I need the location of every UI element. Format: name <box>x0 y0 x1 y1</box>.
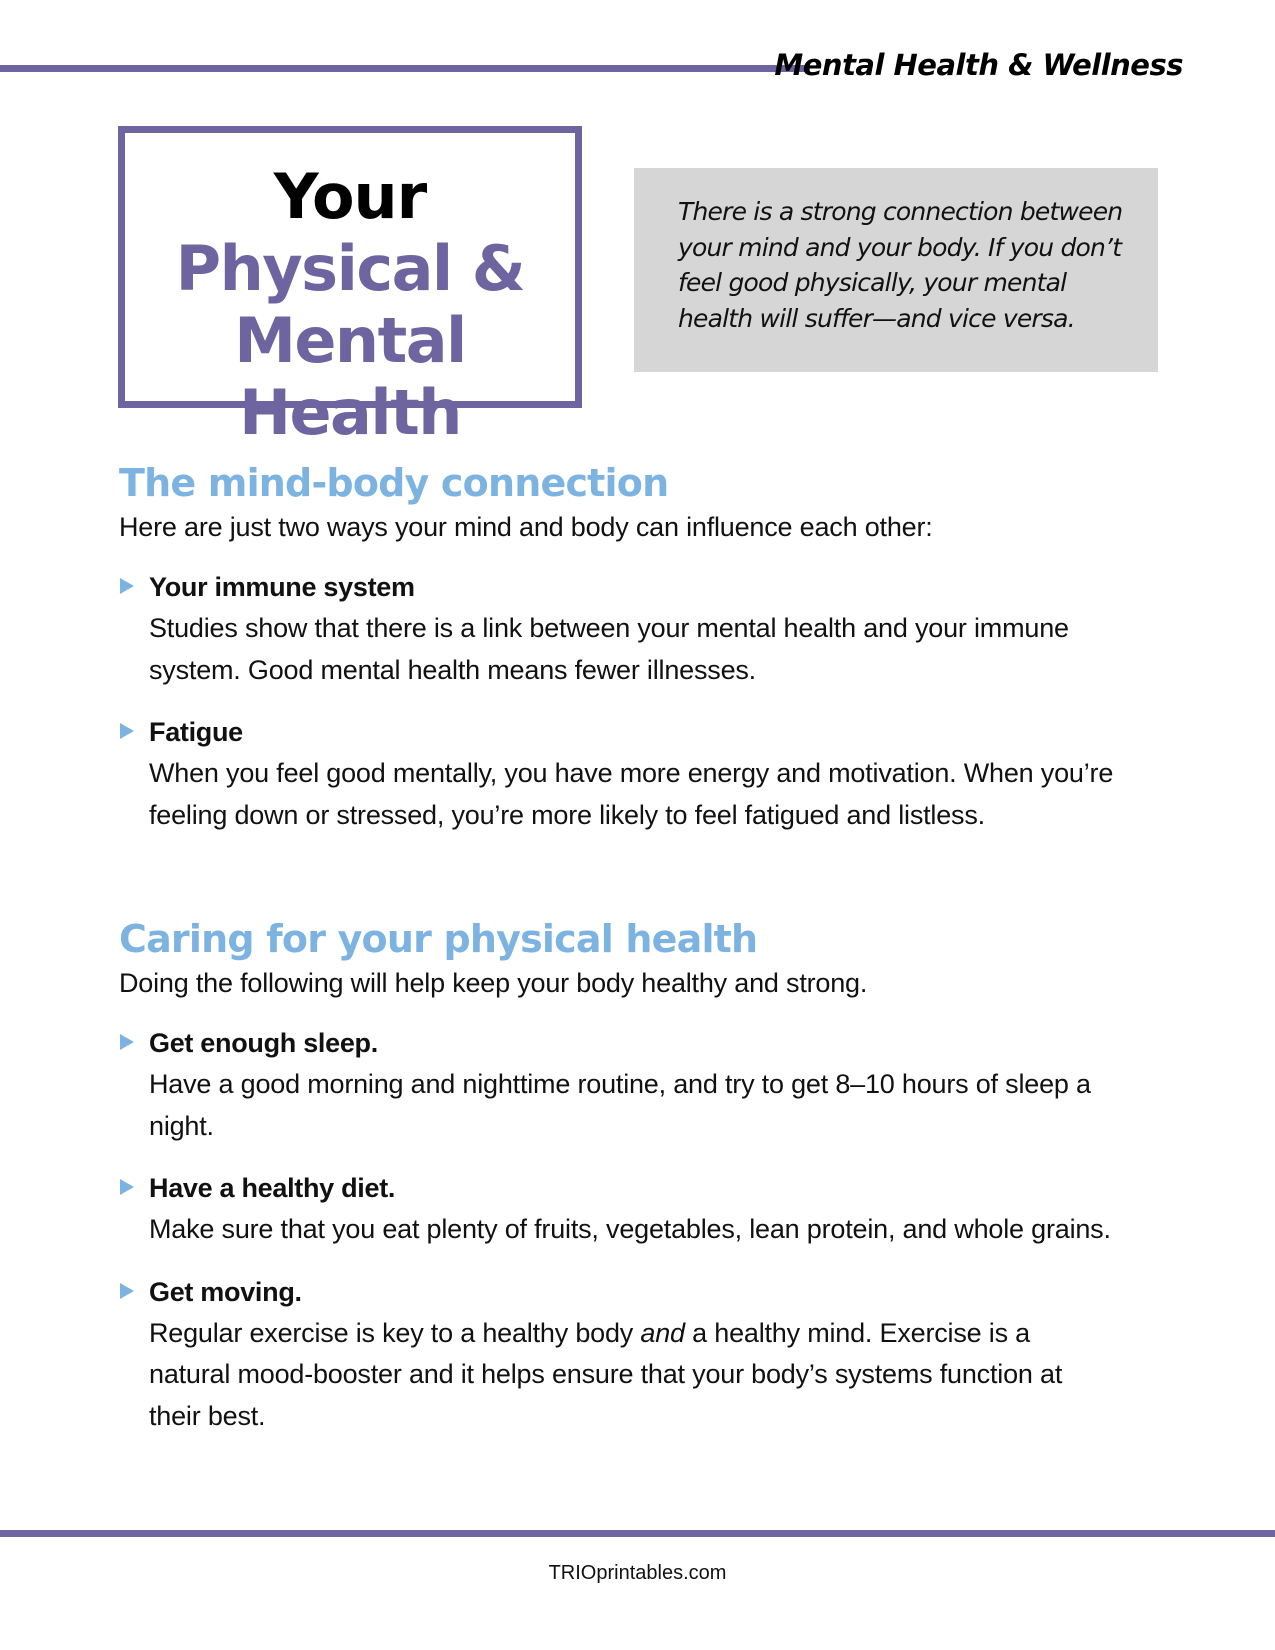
item-title: Your immune system <box>149 572 415 602</box>
item-title: Get enough sleep. <box>149 1028 378 1058</box>
list-item <box>119 1273 1129 1438</box>
item-body-emphasis: and <box>640 1317 685 1348</box>
title-line-3: Mental Health <box>234 304 466 449</box>
list-item <box>119 713 1129 836</box>
item-title: Get moving. <box>149 1276 302 1307</box>
item-title: Fatigue <box>149 717 243 747</box>
section-mind-body <box>119 460 1129 836</box>
section-intro: Here are just two ways your mind and body can influence each other: <box>119 512 933 542</box>
item-body <box>149 1313 1089 1438</box>
footer-site: TRIOprintables.com <box>548 1562 727 1584</box>
section-physical-health <box>119 916 1129 1437</box>
triangle-bullet-icon <box>120 723 134 739</box>
footer-rule <box>0 1530 1275 1537</box>
title-line-1: Your <box>273 160 427 233</box>
section-heading: Caring for your physical health <box>119 917 758 961</box>
item-body: When you feel good mentally, you have more energy and motivation. When you’re feeling down or stressed, you’re more likely to feel fatigued and listless. <box>149 758 1114 830</box>
title-line-2: Physical & <box>175 232 525 305</box>
callout-text: There is a strong connection between your mind and your body. If you don’t feel good physically, your mental health will suffer—and vice versa. <box>678 197 1123 333</box>
item-body-text: a healthy mind. Exercise is a natural mood-booster and it helps ensure that your body’s systems function at their best. <box>149 1317 1063 1431</box>
item-body: Make sure that you eat plenty of fruits, vegetables, lean protein, and whole grains. <box>149 1214 1111 1244</box>
list-item <box>119 1169 1129 1251</box>
triangle-bullet-icon <box>120 1283 134 1299</box>
section-heading: The mind-body connection <box>119 461 669 505</box>
section-intro: Doing the following will help keep your body healthy and strong. <box>119 968 868 998</box>
list-item <box>119 1024 1129 1147</box>
header-rule <box>0 65 810 72</box>
item-title: Have a healthy diet. <box>149 1173 396 1203</box>
callout-box <box>634 168 1158 372</box>
triangle-bullet-icon <box>120 1034 134 1050</box>
item-body: Studies show that there is a link between your mental health and your immune system. Good mental health means fewer illnesses. <box>149 613 1069 685</box>
triangle-bullet-icon <box>120 578 134 594</box>
triangle-bullet-icon <box>120 1179 134 1195</box>
running-head: Mental Health & Wellness <box>774 48 1183 82</box>
title-box <box>118 126 582 449</box>
item-body-text: Regular exercise is key to a healthy body <box>149 1317 641 1348</box>
list-item <box>119 568 1129 691</box>
item-body: Have a good morning and nighttime routine, and try to get 8–10 hours of sleep a night. <box>149 1069 1091 1141</box>
